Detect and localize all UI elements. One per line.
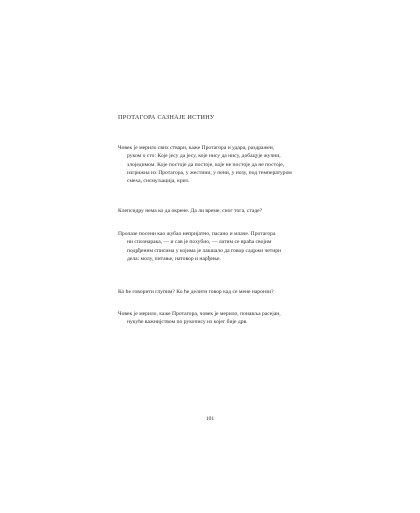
stanza-4 bbox=[118, 288, 318, 296]
stanza-1-line-2: руком о сто: Које јесу да јесу, које нису да нису, добацује жучни, bbox=[127, 153, 281, 160]
stanza-3 bbox=[118, 230, 318, 263]
stanza-1-line-3: злоједимом. Које постоје да постоје, које не постоје да не постоје, bbox=[127, 161, 285, 168]
stanza-3-line-2: ни спoзнарака, — и сав је похубио, — лaтим се врaћa својим bbox=[127, 239, 272, 246]
stanza-3-line-3: подрђеним списима у којима је лакшaло да говор садржи четири bbox=[127, 247, 282, 254]
page-number: 101 bbox=[205, 416, 215, 422]
stanza-1 bbox=[118, 144, 318, 185]
stanza-1-line-4: изгрижна их Протагора, у жестини, у пени, у нозу, под температуром bbox=[127, 169, 292, 176]
stanza-2-line-1: Клепсидру нема ко да окрене. Да ли време, сног тога, стаде? bbox=[118, 208, 263, 214]
stanza-5-line-2: нукуће важнијством по рукопису из којег бије дрв. bbox=[127, 319, 248, 326]
stanza-5-line-1: Човек је мерило, каже Протагора, човек је мерило, понавља рaсејан, bbox=[118, 311, 281, 317]
stanza-2 bbox=[118, 207, 318, 215]
stanza-3-line-4: дела: молу, питање, натовор и нарђење. bbox=[127, 255, 221, 262]
stanza-4-line-1: Ко ће говорити глупим? Ко ће делити говор кад се мене наронзи? bbox=[118, 289, 274, 295]
stanza-1-line-5: смеха, снсмуљацијa, криз. bbox=[127, 178, 190, 185]
poem-title: ПРОТАГОРА САЗНАЈЕ ИСТИНУ bbox=[118, 114, 215, 121]
stanza-5 bbox=[118, 310, 318, 327]
stanza-3-line-1: Пролазе посени као жубаo непријатно, пасано и млаче. Протагора bbox=[118, 231, 276, 237]
stanza-1-line-1: Човек је мерило свих ствари, каже Протагора и удара, раздражен, bbox=[118, 145, 275, 151]
